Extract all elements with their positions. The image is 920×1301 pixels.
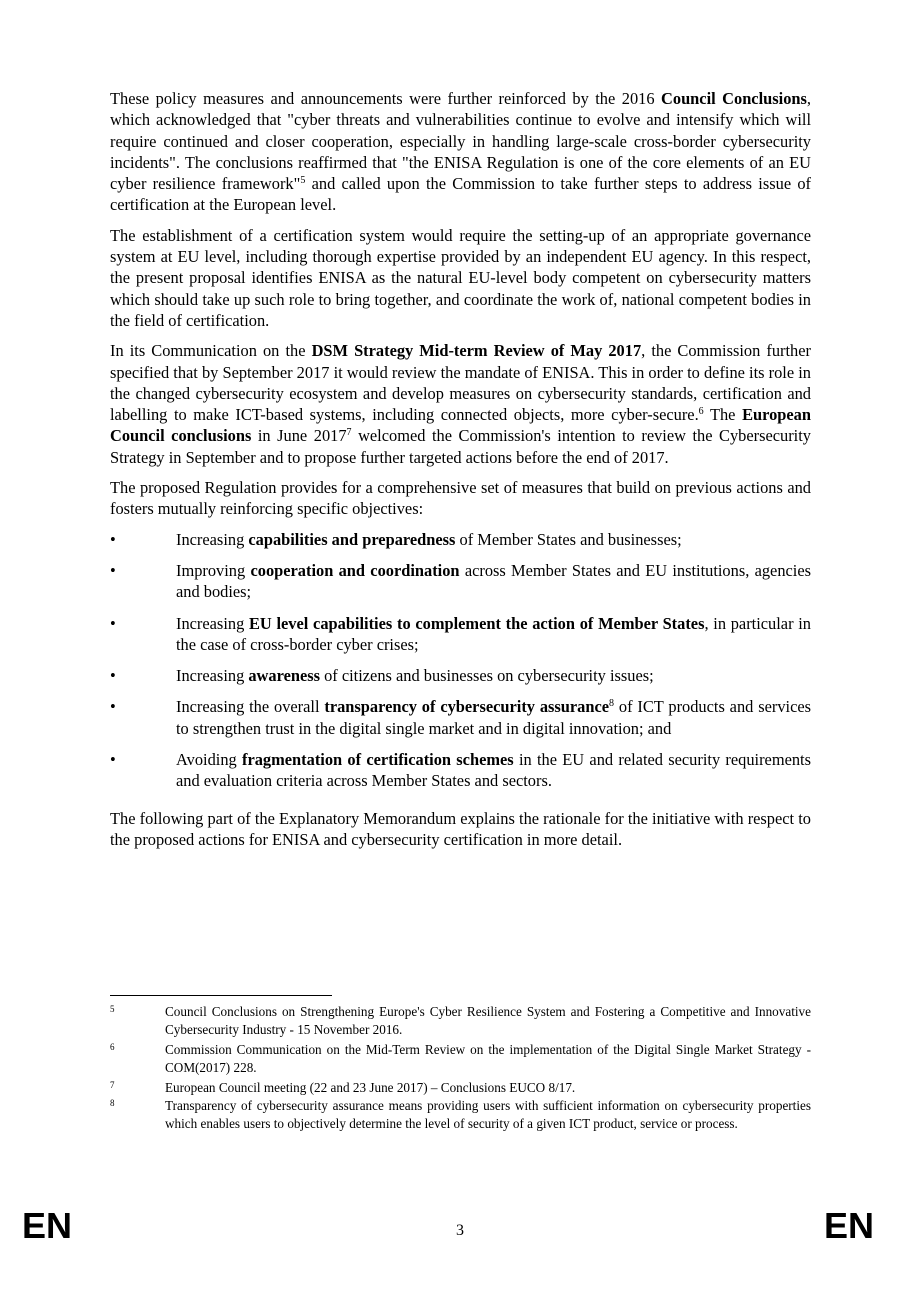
text-run: in the EU and related security requirements and evaluation criteria across Member States and sectors.: [176, 750, 811, 791]
footnote-number: 8: [110, 1097, 115, 1108]
text-run: of Member States and businesses;: [455, 529, 682, 549]
footnotes: [110, 1003, 811, 1135]
bold-term: awareness: [248, 666, 320, 686]
language-label-right: EN: [823, 1205, 874, 1246]
bullet-icon: •: [110, 529, 116, 549]
footnote-text: Transparency of cybersecurity assurance means providing users with sufficient information on cybersecurity properties which enables users to objectively determine the level of security of a given ICT product, service or process.: [165, 1097, 811, 1131]
objective-item: [110, 560, 811, 603]
bold-term: transparency of cybersecurity assurance: [324, 697, 610, 717]
text-run: of ICT products and services to strengthen trust in the digital single market and in digital innovation; and: [176, 697, 811, 738]
footnote-number: 5: [110, 1004, 115, 1014]
text-run: , in particular in the case of cross-border cyber crises;: [176, 613, 811, 654]
text-run: in June 2017: [251, 426, 347, 446]
footnote-ref: 7: [346, 427, 352, 439]
text-run: Increasing: [176, 613, 249, 633]
footnote-ref: 5: [300, 175, 306, 187]
text-run: Increasing the overall: [176, 697, 325, 717]
page-number: 3: [456, 1222, 464, 1239]
bullet-icon: •: [110, 750, 116, 770]
bold-term: fragmentation of certification schemes: [242, 750, 514, 770]
footnote-text: Council Conclusions on Strengthening Europe's Cyber Resilience System and Fostering a Competitive and Innovative Cybersecurity Industry - 15 November 2016.: [165, 1004, 811, 1037]
text-run: Avoiding: [176, 750, 242, 770]
paragraph-explanatory-memorandum: The following part of the Explanatory Memorandum explains the rationale for the initiative with respect to the proposed actions for ENISA and cybersecurity certification in more detail.: [110, 808, 811, 849]
text-run: The: [703, 405, 743, 425]
objective-item: [110, 749, 811, 792]
objectives-list: [110, 529, 811, 792]
bold-term: cooperation and coordination: [250, 560, 460, 580]
bold-term: capabilities and preparedness: [248, 529, 456, 549]
footnote-ref: 6: [698, 406, 704, 418]
footnote: [110, 1041, 811, 1076]
text-run: across Member States and EU institutions, agencies and bodies;: [176, 560, 811, 602]
text-run: , the Commission further specified that by September 2017 it would review the mandate of ENISA. This in order to define its role in the changed cybersecurity ecosystem and develop measures on cybersecurity standards, certification and labelling to make ICT-based systems, including connected objects, more cyber-secure.: [110, 341, 811, 425]
footnote-text: Commission Communication on the Mid-Term Review on the implementation of the Digital Single Market Strategy - COM(2017) 228.: [165, 1042, 811, 1075]
document-body: [110, 88, 811, 859]
bold-term: Council Conclusions: [661, 89, 807, 108]
footnote-ref: 8: [609, 698, 615, 710]
text-run: Improving: [176, 560, 251, 580]
footnote: [110, 1003, 811, 1038]
text-run: Increasing: [176, 529, 249, 549]
footnote-text: European Council meeting (22 and 23 June 2017) – Conclusions EUCO 8/17.: [165, 1080, 576, 1096]
bullet-icon: •: [110, 697, 116, 717]
text-run: These policy measures and announcements were further reinforced by the 2016: [110, 89, 662, 108]
text-run: In its Communication on the: [110, 341, 312, 361]
language-label-left: EN: [22, 1205, 73, 1246]
paragraph-certification-system: The establishment of a certification system would require the setting-up of an appropriate governance system at EU level, including thorough expertise provided by an independent EU agency. In this respect, the present proposal identifies ENISA as the natural EU-level body competent on cybersecurity matters which should take up such role to bring together, and coordinate the work of, national competent bodies in the field of certification.: [110, 225, 811, 330]
footnote-separator: [110, 995, 332, 996]
paragraph-council-conclusions: [110, 88, 811, 216]
bold-term: DSM Strategy Mid-term Review of May 2017: [311, 341, 642, 361]
objective-item: [110, 665, 811, 686]
text-run: and called upon the Commission to take further steps to address issue of certification at the European level.: [110, 174, 812, 215]
bold-term: European Council conclusions: [110, 405, 811, 446]
footnote-number: 6: [110, 1042, 115, 1053]
bullet-icon: •: [110, 613, 116, 633]
bold-term: EU level capabilities to complement the action of Member States: [248, 613, 705, 633]
objective-item: [110, 696, 811, 739]
footnote-number: 7: [110, 1080, 115, 1091]
objective-item: [110, 613, 811, 656]
bullet-icon: •: [110, 666, 116, 686]
paragraph-proposed-regulation: The proposed Regulation provides for a comprehensive set of measures that build on previous actions and fosters mutually reinforcing specific objectives:: [110, 478, 811, 519]
text-run: Increasing: [176, 666, 249, 686]
text-run: of citizens and businesses on cybersecurity issues;: [320, 666, 654, 686]
text-run: , which acknowledged that "cyber threats and vulnerabilities continue to evolve and intensify which will require continued and closer cooperation, especially in handling large-scale cross-border cybersecurity incidents". The conclusions reaffirmed that "the ENISA Regulation is one of the core elements of an EU cyber resilience framework": [110, 89, 811, 194]
paragraph-dsm-review: [110, 340, 811, 468]
footnote: [110, 1079, 811, 1097]
text-run: welcomed the Commission's intention to review the Cybersecurity Strategy in September and to propose further targeted actions before the end of 2017.: [110, 426, 811, 467]
bullet-icon: •: [110, 560, 116, 580]
footnote: [110, 1097, 811, 1132]
objective-item: [110, 529, 811, 550]
